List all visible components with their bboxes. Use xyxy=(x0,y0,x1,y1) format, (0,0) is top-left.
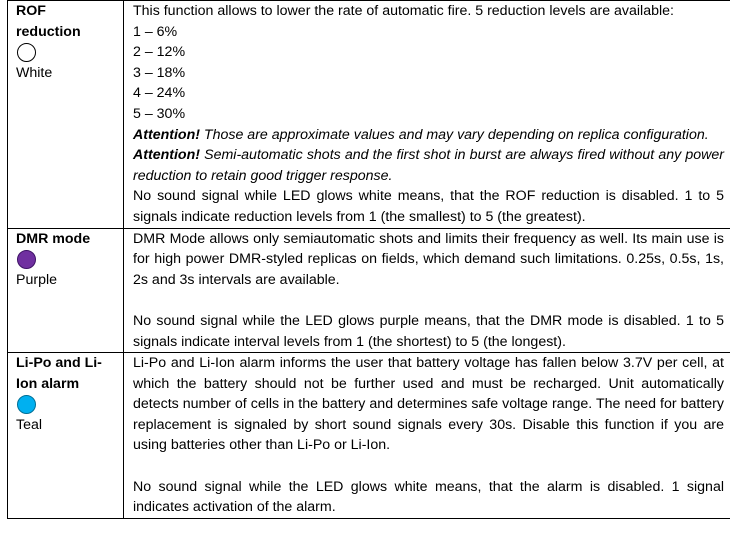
rof-level-1: 1 – 6% xyxy=(133,23,178,40)
paragraph-gap xyxy=(133,290,724,311)
row-title-lipo: Li-Po and Li-Ion alarm xyxy=(16,355,102,392)
row-label-cell xyxy=(8,1,124,229)
purple-led-circle-icon xyxy=(17,250,36,269)
row-title-rof: ROF reduction xyxy=(16,3,81,40)
row-description-cell xyxy=(124,228,731,353)
rof-attention-1 xyxy=(133,125,724,146)
row-label-cell xyxy=(8,228,124,353)
table-row-dmr-mode xyxy=(8,228,731,353)
row-title-dmr: DMR mode xyxy=(16,230,91,247)
attention-label-2: Attention! xyxy=(133,147,200,164)
dmr-description: DMR Mode allows only semiautomatic shots and limits their frequency as well. Its main use is for high power DMR-styled replicas on fields, which demand such limitations. 0.25s, 0.5s, 1s, 2s and 3s intervals are available. xyxy=(133,230,724,288)
row-description-cell xyxy=(124,1,731,229)
rof-note: No sound signal while LED glows white means, that the ROF reduction is disabled. 1 to 5 signals indicate reduction levels from 1 (the smallest) to 5 (the greatest). xyxy=(133,188,724,225)
table-row-rof-reduction xyxy=(8,1,731,229)
white-led-circle-icon xyxy=(17,43,36,62)
dmr-note: No sound signal while the LED glows purple means, that the DMR mode is disabled. 1 to 5 signals indicate interval levels from 1 (the shortest) to 5 (the longest). xyxy=(133,312,724,350)
attention-text-2: Semi-automatic shots and the first shot in burst are always fired without any power reduction to retain good trigger response. xyxy=(133,147,724,184)
attention-label-1: Attention! xyxy=(133,126,200,143)
attention-text-1: Those are approximate values and may vary depending on replica configuration. xyxy=(199,126,709,143)
row-description-cell xyxy=(124,353,731,519)
lipo-note: No sound signal while the LED glows white means, that the alarm is disabled. 1 signal indicates activation of the alarm. xyxy=(133,478,724,516)
table-row-lipo-alarm xyxy=(8,353,731,519)
row-label-cell xyxy=(8,353,124,519)
rof-level-5: 5 – 30% xyxy=(133,105,186,122)
rof-level-3: 3 – 18% xyxy=(133,64,186,81)
rof-intro: This function allows to lower the rate of automatic fire. 5 reduction levels are available: xyxy=(133,3,674,19)
teal-led-circle-icon xyxy=(17,395,36,414)
color-name-purple: Purple xyxy=(16,272,58,289)
rof-level-2: 2 – 12% xyxy=(133,44,186,61)
color-name-teal: Teal xyxy=(16,417,43,434)
rof-attention-2 xyxy=(133,145,724,186)
rof-level-4: 4 – 24% xyxy=(133,85,186,102)
color-name-white: White xyxy=(16,65,53,82)
paragraph-gap xyxy=(133,456,724,477)
lipo-description: Li-Po and Li-Ion alarm informs the user that battery voltage has fallen below 3.7V per cell, at which the battery should not be further used and must be recharged. Unit automatically detects number of cells in the battery and determines safe voltage range. The need for battery replacement is signaled by short sound signals every 30s. Disable this function if you are using batteries other than Li-Po or Li-Ion. xyxy=(133,355,724,454)
settings-table xyxy=(7,0,730,519)
